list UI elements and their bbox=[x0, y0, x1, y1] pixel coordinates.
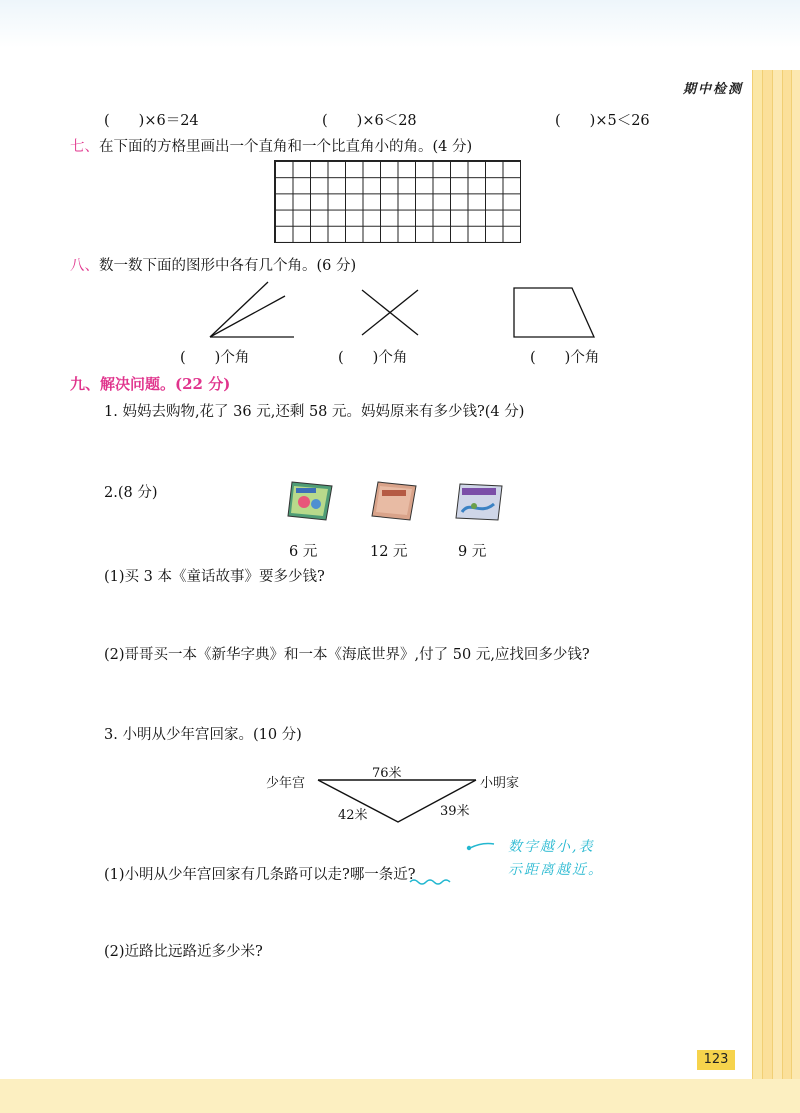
answer-angles-1: ( )个角 bbox=[180, 350, 250, 366]
wavy-underline bbox=[410, 880, 450, 884]
problem-2-label: 2.(8 分) bbox=[104, 485, 158, 501]
blank-equation-1: ( )×6＝24 bbox=[104, 113, 199, 129]
hint-line-1: 数字越小,表 bbox=[508, 839, 595, 855]
problem-3-part-2: (2)近路比远路近多少米? bbox=[104, 944, 263, 960]
distance-right: 39米 bbox=[440, 804, 470, 819]
price-fairy-tales: 6 元 bbox=[289, 544, 318, 560]
problem-3: 3. 小明从少年宫回家。(10 分) bbox=[104, 727, 302, 743]
map-start-label: 少年宫 bbox=[266, 776, 306, 791]
answer-angles-3: ( )个角 bbox=[530, 350, 600, 366]
problem-3-part-1-tail: 哪一条近? bbox=[349, 867, 416, 883]
problem-1: 1. 妈妈去购物,花了 36 元,还剩 58 元。妈妈原来有多少钱?(4 分) bbox=[104, 404, 525, 420]
section-9-heading: 九、解决问题。(22 分) bbox=[70, 375, 231, 393]
problem-2-part-2: (2)哥哥买一本《新华字典》和一本《海底世界》,付了 50 元,应找回多少钱? bbox=[104, 647, 590, 663]
price-dictionary: 12 元 bbox=[370, 544, 408, 560]
section-7-number: 七、 bbox=[70, 139, 99, 155]
hint-arrow bbox=[470, 844, 494, 849]
problem-2-part-1: (1)买 3 本《童话故事》要多少钱? bbox=[104, 569, 325, 585]
section-8-number: 八、 bbox=[70, 258, 99, 274]
blank-equation-2: ( )×6＜28 bbox=[322, 113, 417, 129]
hint-line-2: 示距离越近。 bbox=[508, 862, 604, 878]
blank-equation-3: ( )×5＜26 bbox=[555, 113, 650, 129]
problem-3-part-1-main: (1)小明从少年宫回家有几条路可以走? bbox=[104, 867, 350, 883]
map-end-label: 小明家 bbox=[480, 776, 520, 791]
section-8-text: 数一数下面的图形中各有几个角。(6 分) bbox=[99, 258, 357, 274]
distance-left: 42米 bbox=[338, 808, 368, 823]
hint-arrow-tip bbox=[467, 846, 471, 850]
section-header-label: 期中检测 bbox=[683, 82, 744, 97]
page-number: 123 bbox=[697, 1050, 735, 1070]
section-7-text: 在下面的方格里画出一个直角和一个比直角小的角。(4 分) bbox=[99, 139, 473, 155]
price-undersea-world: 9 元 bbox=[458, 544, 487, 560]
distance-top: 76米 bbox=[372, 766, 402, 781]
answer-angles-2: ( )个角 bbox=[338, 350, 408, 366]
